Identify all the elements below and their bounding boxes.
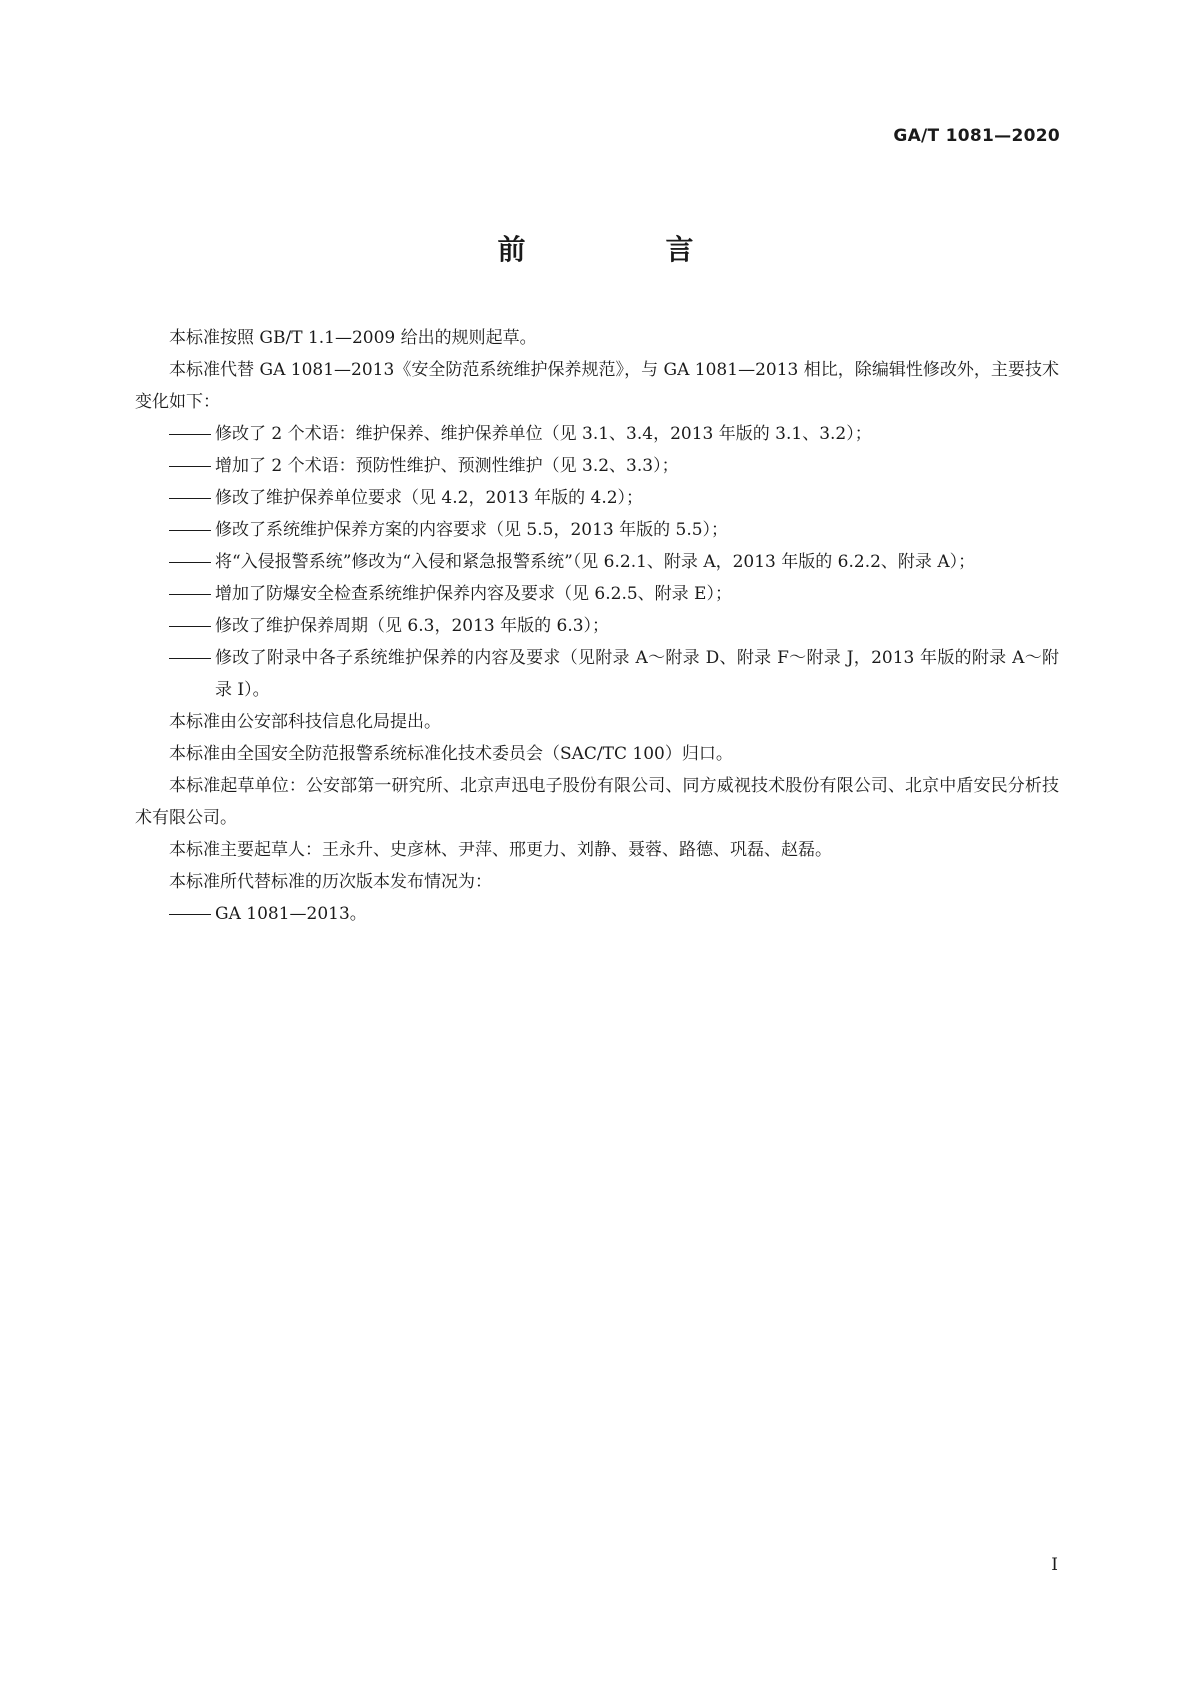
paragraph-drafting-rules: 本标准按照 GB/T 1.1—2009 给出的规则起草。 bbox=[169, 328, 537, 348]
paragraph-history-intro: 本标准所代替标准的历次版本发布情况为： bbox=[169, 872, 492, 892]
list-item bbox=[135, 642, 1059, 706]
list-item-text: GA 1081—2013。 bbox=[215, 904, 367, 924]
changes-list bbox=[135, 418, 1059, 706]
list-item-text: 增加了防爆安全检查系统维护保养内容及要求（见 6.2.5、附录 E）； bbox=[215, 584, 732, 604]
page-title: 前 言 bbox=[497, 233, 750, 266]
list-item-text: 将“入侵报警系统”修改为“入侵和紧急报警系统”（见 6.2.1、附录 A，2013 年版的 6.2.2、附录 A）； bbox=[215, 552, 976, 572]
history-list bbox=[135, 898, 1059, 930]
paragraph-replacement: 本标准代替 GA 1081—2013《安全防范系统维护保养规范》，与 GA 1081—2013 相比，除编辑性修改外，主要技术变化如下： bbox=[135, 360, 1059, 412]
paragraph-proposer: 本标准由公安部科技信息化局提出。 bbox=[169, 712, 441, 732]
paragraph-committee: 本标准由全国安全防范报警系统标准化技术委员会（SAC/TC 100）归口。 bbox=[169, 744, 733, 764]
list-item bbox=[135, 514, 1059, 546]
standard-code: GA/T 1081—2020 bbox=[893, 126, 1060, 146]
list-item-text: 修改了维护保养单位要求（见 4.2，2013 年版的 4.2）； bbox=[215, 488, 644, 508]
list-item-text: 修改了 2 个术语：维护保养、维护保养单位（见 3.1、3.4，2013 年版的 3.1、3.2）； bbox=[215, 424, 872, 444]
list-item bbox=[135, 450, 1059, 482]
list-item bbox=[135, 418, 1059, 450]
list-item-text: 修改了维护保养周期（见 6.3，2013 年版的 6.3）； bbox=[215, 616, 610, 636]
list-item-text: 修改了系统维护保养方案的内容要求（见 5.5，2013 年版的 5.5）； bbox=[215, 520, 729, 540]
foreword-body bbox=[135, 322, 1059, 930]
paragraph-drafting-units: 本标准起草单位：公安部第一研究所、北京声迅电子股份有限公司、同方威视技术股份有限公司、北京中盾安民分析技术有限公司。 bbox=[135, 776, 1059, 828]
list-item-text: 修改了附录中各子系统维护保养的内容及要求（见附录 A～附录 D、附录 F～附录 J，2013 年版的附录 A～附录 I）。 bbox=[215, 648, 1059, 700]
list-item bbox=[135, 578, 1059, 610]
list-item bbox=[135, 546, 1059, 578]
list-item bbox=[135, 898, 1059, 930]
paragraph-drafters: 本标准主要起草人：王永升、史彦林、尹萍、邢更力、刘静、聂蓉、路德、巩磊、赵磊。 bbox=[169, 840, 832, 860]
list-item-text: 增加了 2 个术语：预防性维护、预测性维护（见 3.2、3.3）； bbox=[215, 456, 679, 476]
list-item bbox=[135, 610, 1059, 642]
page-number: I bbox=[1051, 1555, 1058, 1575]
list-item bbox=[135, 482, 1059, 514]
